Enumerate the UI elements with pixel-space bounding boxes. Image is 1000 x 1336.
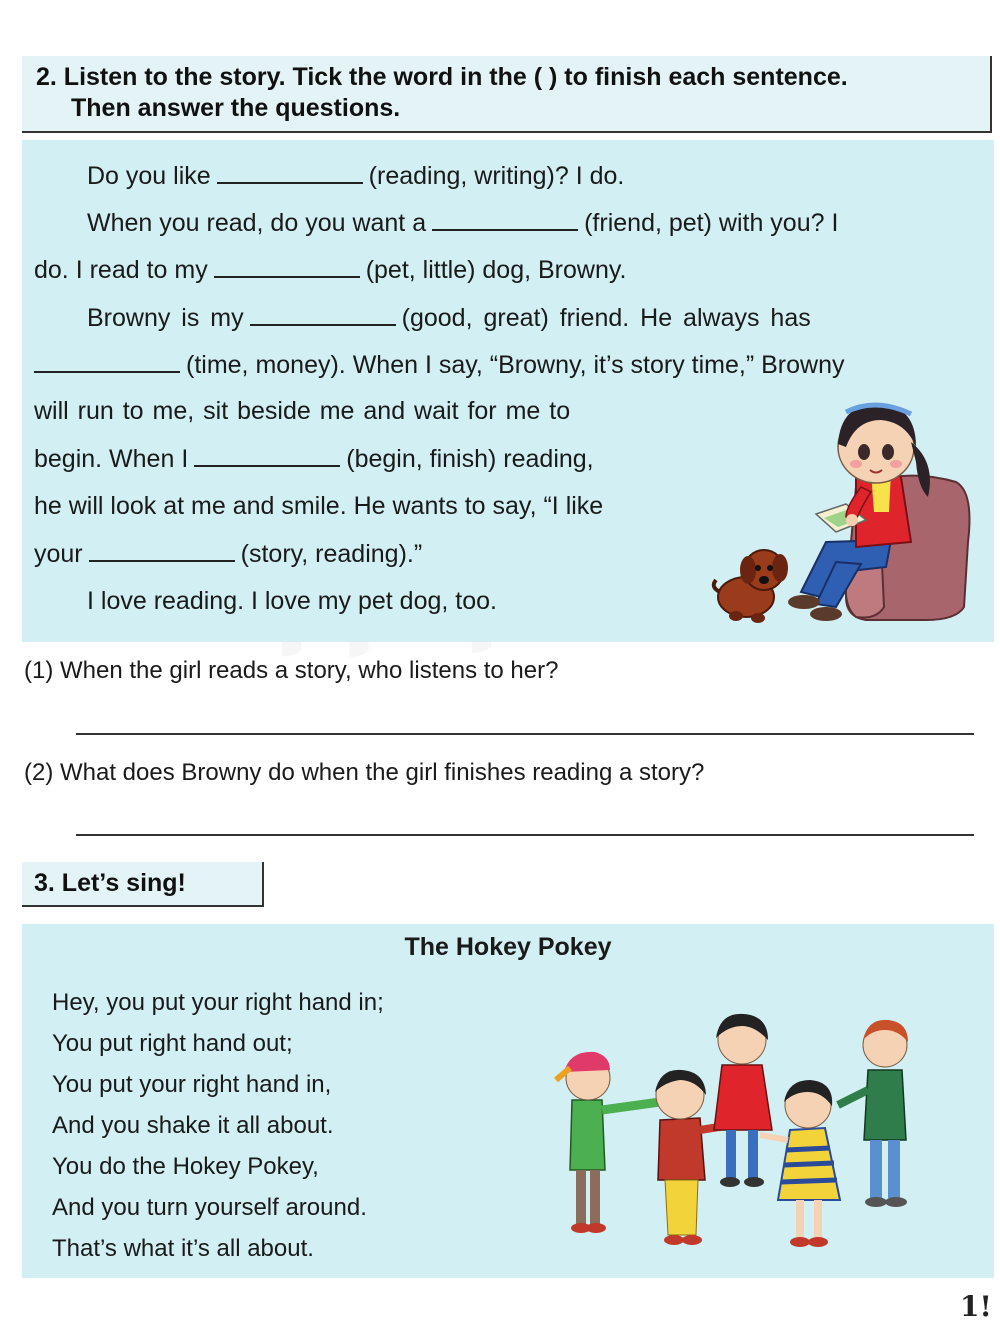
- exercise-2-heading: [22, 56, 992, 133]
- song-title: The Hokey Pokey: [404, 933, 612, 961]
- answer-blank[interactable]: [432, 207, 578, 231]
- exercise-2-title: 2. Listen to the story. Tick the word in the ( ) to finish each sentence.: [36, 63, 848, 91]
- page-number: 1!: [960, 1290, 992, 1323]
- story-text: (pet, little) dog, Browny.: [365, 256, 627, 284]
- exercise-2-subtitle: Then answer the questions.: [71, 94, 401, 122]
- story-text: your: [34, 540, 83, 568]
- story-line: will run to me, sit beside me and wait for me to: [34, 397, 571, 425]
- children-dancing-illustration: [550, 1010, 940, 1260]
- story-text: When you read, do you want a: [87, 209, 427, 237]
- answer-blank[interactable]: [34, 349, 180, 373]
- girl-striped-dress: [760, 1080, 840, 1247]
- story-text: (begin, finish) reading,: [346, 445, 594, 473]
- girl-red-dress: [714, 1014, 772, 1187]
- story-text: begin. When I: [34, 445, 189, 473]
- story-text: (time, money). When I say, “Browny, it’s story time,” Browny: [186, 351, 845, 379]
- answer-line-1[interactable]: [76, 733, 974, 735]
- song-line: You put right hand out;: [52, 1030, 293, 1057]
- song-line: You put your right hand in,: [52, 1071, 332, 1098]
- story-line: [87, 302, 811, 333]
- answer-blank[interactable]: [217, 160, 363, 184]
- exercise-3-title: 3. Let’s sing!: [34, 869, 186, 897]
- story-line: I love reading. I love my pet dog, too.: [87, 587, 497, 615]
- answer-blank[interactable]: [250, 302, 396, 326]
- boy-green-jacket: [838, 1020, 908, 1207]
- girl-reading-illustration: [706, 392, 976, 637]
- song-line: You do the Hokey Pokey,: [52, 1153, 319, 1180]
- story-line: [87, 207, 838, 238]
- story-text: do. I read to my: [34, 256, 208, 284]
- story-line: [34, 538, 422, 569]
- story-line: [87, 160, 624, 191]
- story-text: Do you like: [87, 162, 211, 190]
- story-text: (friend, pet) with you? I: [584, 209, 839, 237]
- song-line: And you turn yourself around.: [52, 1194, 367, 1221]
- question-2: (2) What does Browny do when the girl finishes reading a story?: [24, 759, 705, 786]
- answer-blank[interactable]: [89, 538, 235, 562]
- answer-blank[interactable]: [214, 254, 360, 278]
- answer-blank[interactable]: [194, 443, 340, 467]
- story-text: (good, great) friend. He always has: [401, 304, 811, 332]
- song-line: That’s what it’s all about.: [52, 1235, 314, 1262]
- song-line: Hey, you put your right hand in;: [52, 989, 384, 1016]
- song-line: And you shake it all about.: [52, 1112, 334, 1139]
- exercise-3-heading: [22, 862, 264, 907]
- question-1: (1) When the girl reads a story, who listens to her?: [24, 657, 559, 684]
- story-text: Browny is my: [87, 304, 244, 332]
- story-text: (reading, writing)? I do.: [368, 162, 625, 190]
- boy-with-cap: [556, 1052, 660, 1233]
- story-text: (story, reading).”: [240, 540, 423, 568]
- story-line: [34, 349, 844, 380]
- story-line: he will look at me and smile. He wants to say, “I like: [34, 492, 604, 520]
- story-line: [34, 443, 594, 474]
- answer-line-2[interactable]: [76, 834, 974, 836]
- story-line: [34, 254, 626, 285]
